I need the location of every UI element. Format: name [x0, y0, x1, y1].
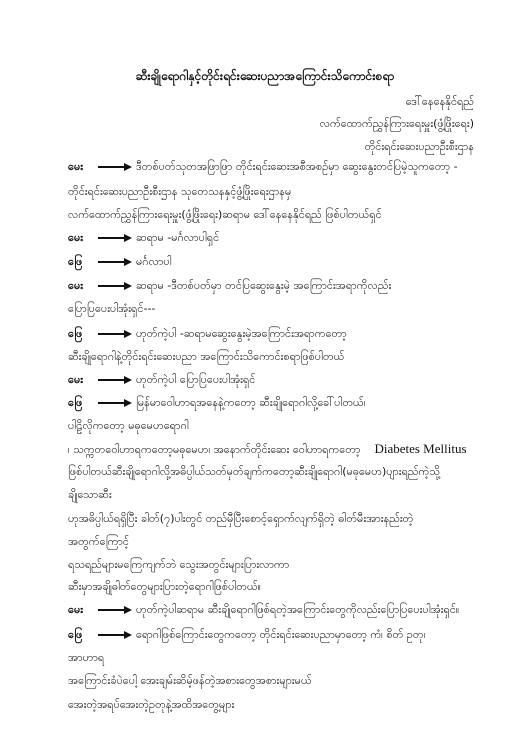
text-line	[68, 580, 261, 594]
dialogue-line	[68, 327, 347, 341]
arrow-right-icon	[98, 398, 132, 408]
speaker-label: ဖြေ	[68, 628, 83, 641]
dialogue-line	[68, 373, 255, 387]
text-line	[68, 488, 112, 502]
text-line	[68, 512, 413, 526]
speaker-label: ဖြေ	[68, 255, 83, 268]
speaker-label: ဖြေ	[68, 396, 83, 409]
line-text: ချိုသောဆီး	[68, 488, 112, 501]
author-position: လက်ထောက်ညွှန်ကြားရေးမှူး(ဖွံ့ဖြိုးရေး)	[319, 117, 474, 130]
text-line	[68, 185, 291, 199]
author-name: ဒေါ်နေနေနိုင်ရည်	[405, 95, 474, 108]
text-line	[68, 674, 312, 688]
line-text: ရောဂါဖြစ်ကြောင်းတွေကတော့ တိုင်းရင်းဆေးပညာမှာတော့ ကံ၊ စိတ် ဥတု၊	[136, 628, 426, 641]
line-text: ဆီးချိုရောဂါနဲ့တိုင်းရင်းဆေးပညာ အကြောင်းသိကောင်းစရာဖြစ်ပါတယ်	[68, 350, 345, 363]
speaker-label: မေး	[68, 160, 84, 173]
line-text: ပါဠိလိုကတော့ မဓုမေဟရောဂါ	[68, 419, 189, 432]
dialogue-line	[68, 396, 365, 410]
speaker-label: မေး	[68, 603, 84, 616]
text-line	[68, 651, 104, 665]
text-line	[68, 208, 382, 222]
text-line	[68, 442, 467, 457]
text-line	[68, 698, 234, 712]
text-line	[68, 535, 129, 549]
text-line	[68, 302, 155, 316]
line-text: ဟုတ်ကဲ့ပါဆရာမ ဆီးချိုရောဂါဖြစ်ရတဲ့အကြောင်းတွေကိုလည်းပြောပြပေးပါအုံးရှင်။	[136, 603, 460, 616]
line-text: ဒီတစ်ပတ်သုတအဖြာဖြာ တိုင်းရင်းဆေးအစီအစဉ်မှာ ဆွေးနွေးတင်ပြမဲ့သူကတော့ -	[136, 160, 458, 173]
author-department: တိုင်းရင်းဆေးပညာဦးစီးဌာန	[364, 140, 474, 153]
line-text: ၊ သက္ကတဝေါဟာရကတော့မဓုမေဟ၊ အနောက်တိုင်းဆေး ဝေါဟာရကတော့	[68, 443, 361, 456]
line-text: တိုင်းရင်းဆေးပညာဦးစီးဌာန သုတေသနနှင့်ဖွံ့ဖြိုးရေးဌာနမှ	[68, 185, 292, 198]
arrow-right-icon	[98, 162, 132, 172]
speaker-label: မေး	[68, 279, 84, 292]
line-text: ဆရာမ -မင်္ဂလာပါရှင်	[136, 231, 220, 244]
speaker-label: မေး	[68, 373, 84, 386]
line-text: မင်္ဂလာပါ	[136, 255, 172, 268]
line-text: ဟုအဓိပ္ပါယ်ရရှိပြီး ခါတ်(၇)ပါးတွင် တည်မှီပြီးစောင့်ရှောက်လျက်ရှိတဲ့ ဓါတ်မီးအားနည်းတဲ့	[68, 512, 414, 525]
dialogue-line	[68, 279, 391, 293]
arrow-right-icon	[98, 630, 132, 640]
text-line	[68, 465, 440, 479]
speaker-label: မေး	[68, 231, 84, 244]
line-text: အကြောင်းခံပဲပေါ့ အေးချမ်းဆိမ့်ဖန်တဲ့အစားတွေအစားများမယ်	[68, 674, 312, 687]
line-text: အတွက်ကြောင့်	[68, 535, 129, 548]
arrow-right-icon	[98, 375, 132, 385]
arrow-right-icon	[98, 329, 132, 339]
line-text: ရသရည်များမကြေကျက်ဘဲ သွေးအတွင်းများပြားလာကာ	[68, 558, 290, 571]
line-text: ဟုတ်ကဲ့ပါ -ဆရာမဆွေးနွေးမဲ့အကြောင်းအရာကတော့	[136, 327, 347, 340]
line-text: အာဟာရ	[68, 651, 105, 664]
line-text: ဖြစ်ပါတယ်ဆီးချိုရောဂါလို့အဓိပ္ပါယ်သတ်မှတ်ချက်ကတော့ဆီးချိုရောဂါ(မဓုမေဟ)ပျားရည်ကဲ့သို့	[68, 465, 440, 478]
latin-term: Diabetes Mellitus	[374, 441, 467, 456]
dialogue-line	[68, 231, 219, 245]
dialogue-line	[68, 255, 172, 269]
text-line	[68, 419, 189, 433]
line-text: အေးတဲ့အရပ်အေးတဲ့ဥတုနဲ့အထိအတွေ့များ	[68, 698, 235, 711]
dialogue-line	[68, 160, 458, 174]
line-text: ဆီးမှာအချိုဓါတ်တွေများပြားတဲ့ရောဂါဖြစ်ပါတယ်။	[68, 580, 262, 593]
arrow-right-icon	[98, 281, 132, 291]
speaker-label: ဖြေ	[68, 327, 83, 340]
dialogue-line	[68, 603, 459, 617]
arrow-right-icon	[98, 605, 132, 615]
dialogue-line	[68, 628, 425, 642]
line-text: ဆရာမ -ဒီတစ်ပတ်မှာ တင်ပြဆွေးနွေးမဲ့ အကြောင်းအရာကိုလည်း	[136, 279, 392, 292]
line-text: လက်ထောက်ညွှန်ကြားရေးမှူး(ဖွံ့ဖြိုးရေး)ဆရာမ ဒေါ်နေနေနိုင်ရည် ဖြစ်ပါတယ်ရှင်	[68, 208, 382, 221]
text-line	[68, 350, 344, 364]
arrow-right-icon	[98, 233, 132, 243]
line-text: ပြောပြပေးပါအုံးရှင်---	[68, 302, 156, 315]
line-text: ဟုတ်ကဲ့ပါ ပြောပြပေးပါအုံးရှင်	[136, 373, 256, 386]
page-title: ဆီးချိုရောဂါနှင့်တိုင်းရင်းဆေးပညာအကြောင်းသိကောင်းစရာ	[135, 69, 395, 83]
text-line	[68, 558, 289, 572]
arrow-right-icon	[98, 257, 132, 267]
line-text: မြန်မာဝေါဟာရအနေနဲ့ကတော့ ဆီးချိုရောဂါလို့ခေါ်ပါတယ်၊	[136, 396, 366, 409]
